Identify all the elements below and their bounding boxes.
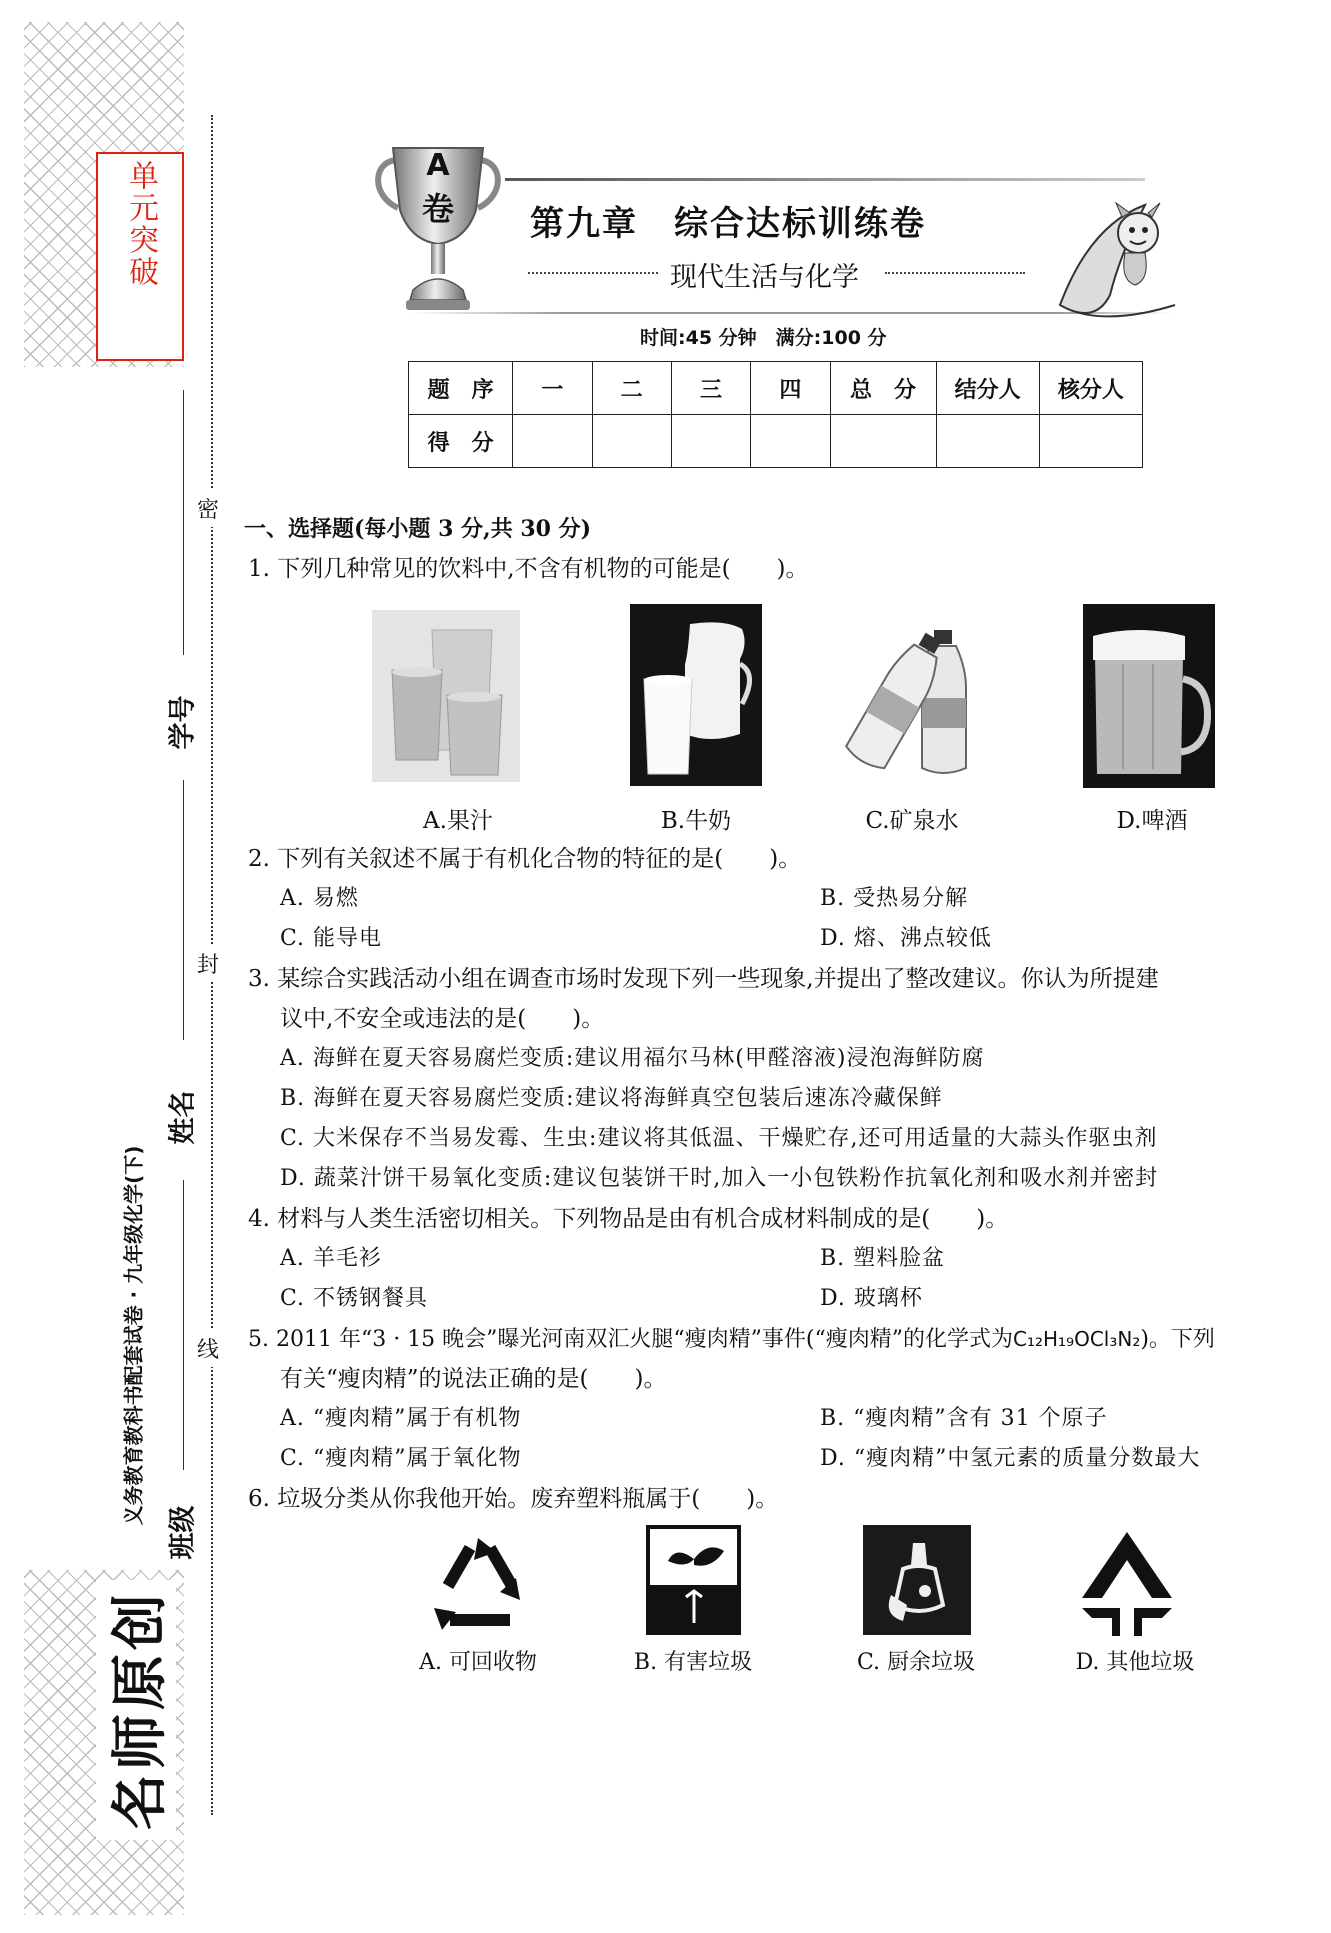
q4-option-b[interactable]: B. 塑料脸盆: [820, 1246, 946, 1271]
question-5-line2: 有关“瘦肉精”的说法正确的是( )。: [280, 1366, 667, 1392]
milk-image: [630, 604, 762, 786]
question-4-text: 4. 材料与人类生活密切相关。下列物品是由有机合成材料制成的是( )。: [248, 1206, 1009, 1232]
q6-option-b[interactable]: B. 有害垃圾: [633, 1650, 753, 1675]
score-header-cell: 三: [671, 362, 750, 415]
score-row-label: 得 分: [409, 415, 513, 468]
chemical-formula: C₁₂H₁₉OCl₃N₂: [1013, 1327, 1141, 1351]
book-series: 义务教育教科书配套试卷 · 九年级化学(下): [121, 1145, 146, 1525]
question-6-text: 6. 垃圾分类从你我他开始。废弃塑料瓶属于( )。: [248, 1486, 779, 1512]
section-heading: 一、选择题(每小题 3 分,共 30 分): [244, 516, 592, 542]
q4-option-a[interactable]: A. 羊毛衫: [280, 1246, 382, 1271]
student-number-line: [183, 390, 184, 655]
mineral-water-image: [836, 618, 996, 788]
q4-option-c[interactable]: C. 不锈钢餐具: [280, 1286, 429, 1311]
score-table: [408, 361, 1143, 468]
score-input-cell[interactable]: [671, 415, 750, 468]
q1-option-a[interactable]: A.果汁: [423, 808, 493, 834]
q4-option-d[interactable]: D. 玻璃杯: [820, 1286, 923, 1311]
trophy-letter: A: [426, 148, 450, 183]
q1-option-c[interactable]: C.矿泉水: [865, 808, 959, 834]
seal-char-xian: 线: [197, 1330, 219, 1367]
q5-option-c[interactable]: C. “瘦肉精”属于氧化物: [280, 1446, 522, 1471]
subtitle-dots-right: [885, 272, 1025, 274]
seal-char-mi: 密: [197, 490, 219, 527]
unit-stamp-text: 单元突破: [123, 160, 158, 288]
other-waste-icon: [1072, 1528, 1182, 1640]
q1-option-d[interactable]: D.啤酒: [1116, 808, 1188, 834]
score-input-cell[interactable]: [1039, 415, 1142, 468]
question-3-line2: 议中,不安全或违法的是( )。: [280, 1006, 605, 1032]
score-header-cell: 核分人: [1039, 362, 1142, 415]
score-header-cell: 总 分: [830, 362, 936, 415]
q3-option-c[interactable]: C. 大米保存不当易发霉、生虫:建议将其低温、干燥贮存,还可用适量的大蒜头作驱虫剂: [280, 1126, 1158, 1151]
page-title: 第九章 综合达标训练卷: [530, 204, 926, 244]
q5-option-a[interactable]: A. “瘦肉精”属于有机物: [280, 1406, 522, 1431]
recyclable-icon: [420, 1530, 540, 1640]
question-5-text-pre: 5. 2011 年“3 · 15 晚会”曝光河南双汇火腿“瘦肉精”事件(“瘦肉精”的化学式为: [248, 1327, 1013, 1352]
beer-image: [1083, 604, 1215, 788]
score-table-score-row: [409, 415, 1143, 468]
score-header-cell: 四: [751, 362, 830, 415]
q6-option-a[interactable]: A. 可回收物: [419, 1650, 537, 1675]
student-name-label: 姓名: [167, 1090, 199, 1145]
trophy-label: 卷: [421, 190, 454, 228]
hazardous-waste-icon: [646, 1525, 741, 1635]
question-5-line1: [248, 1322, 1215, 1357]
q3-option-b[interactable]: B. 海鲜在夏天容易腐烂变质:建议将海鲜真空包装后速冻冷藏保鲜: [280, 1086, 943, 1111]
score-header-cell: 二: [592, 362, 671, 415]
question-3-line1: 3. 某综合实践活动小组在调查市场时发现下列一些现象,并提出了整改建议。你认为所提建: [248, 966, 1159, 992]
q3-option-a[interactable]: A. 海鲜在夏天容易腐烂变质:建议用福尔马林(甲醛溶液)浸泡海鲜防腐: [280, 1046, 985, 1071]
question-5-text-post: )。下列: [1140, 1327, 1215, 1352]
unit-stamp: [96, 152, 184, 361]
score-input-cell[interactable]: [936, 415, 1039, 468]
q2-option-a[interactable]: A. 易燃: [280, 886, 359, 911]
header-rule: [505, 178, 1145, 181]
q2-option-d[interactable]: D. 熔、沸点较低: [820, 926, 992, 951]
student-number-label: 学号: [167, 695, 199, 750]
cartoon-mascot-icon: [1050, 185, 1180, 330]
kitchen-waste-icon: [863, 1525, 971, 1635]
score-input-cell[interactable]: [751, 415, 830, 468]
q2-option-c[interactable]: C. 能导电: [280, 926, 383, 951]
seal-char-feng: 封: [197, 945, 219, 982]
class-label: 班级: [167, 1505, 199, 1560]
brand-logo: 名师原创: [96, 1580, 176, 1840]
score-input-cell[interactable]: [830, 415, 936, 468]
student-name-line: [183, 1180, 184, 1470]
page-subtitle: 现代生活与化学: [670, 262, 859, 293]
score-header-cell: 结分人: [936, 362, 1039, 415]
student-number-line-lower: [183, 780, 184, 1040]
score-input-cell[interactable]: [513, 415, 592, 468]
exam-info: 时间:45 分钟 满分:100 分: [640, 327, 887, 349]
score-table-header-row: [409, 362, 1143, 415]
question-1-text: 1. 下列几种常见的饮料中,不含有机物的可能是( )。: [248, 556, 809, 582]
q2-option-b[interactable]: B. 受热易分解: [820, 886, 969, 911]
score-header-cell: 一: [513, 362, 592, 415]
q6-option-c[interactable]: C. 厨余垃圾: [856, 1650, 976, 1675]
q6-option-d[interactable]: D. 其他垃圾: [1075, 1650, 1195, 1675]
q5-option-d[interactable]: D. “瘦肉精”中氢元素的质量分数最大: [820, 1446, 1201, 1471]
question-2-text: 2. 下列有关叙述不属于有机化合物的特征的是( )。: [248, 846, 802, 872]
score-header-cell: 题 序: [409, 362, 513, 415]
juice-image: [372, 610, 520, 782]
subtitle-dots-left: [528, 272, 658, 274]
q1-option-b[interactable]: B.牛奶: [660, 808, 732, 834]
q5-option-b[interactable]: B. “瘦肉精”含有 31 个原子: [820, 1406, 1108, 1431]
trophy-icon: [368, 140, 508, 315]
score-input-cell[interactable]: [592, 415, 671, 468]
q3-option-d[interactable]: D. 蔬菜汁饼干易氧化变质:建议包装饼干时,加入一小包铁粉作抗氧化剂和吸水剂并密封: [280, 1166, 1159, 1191]
